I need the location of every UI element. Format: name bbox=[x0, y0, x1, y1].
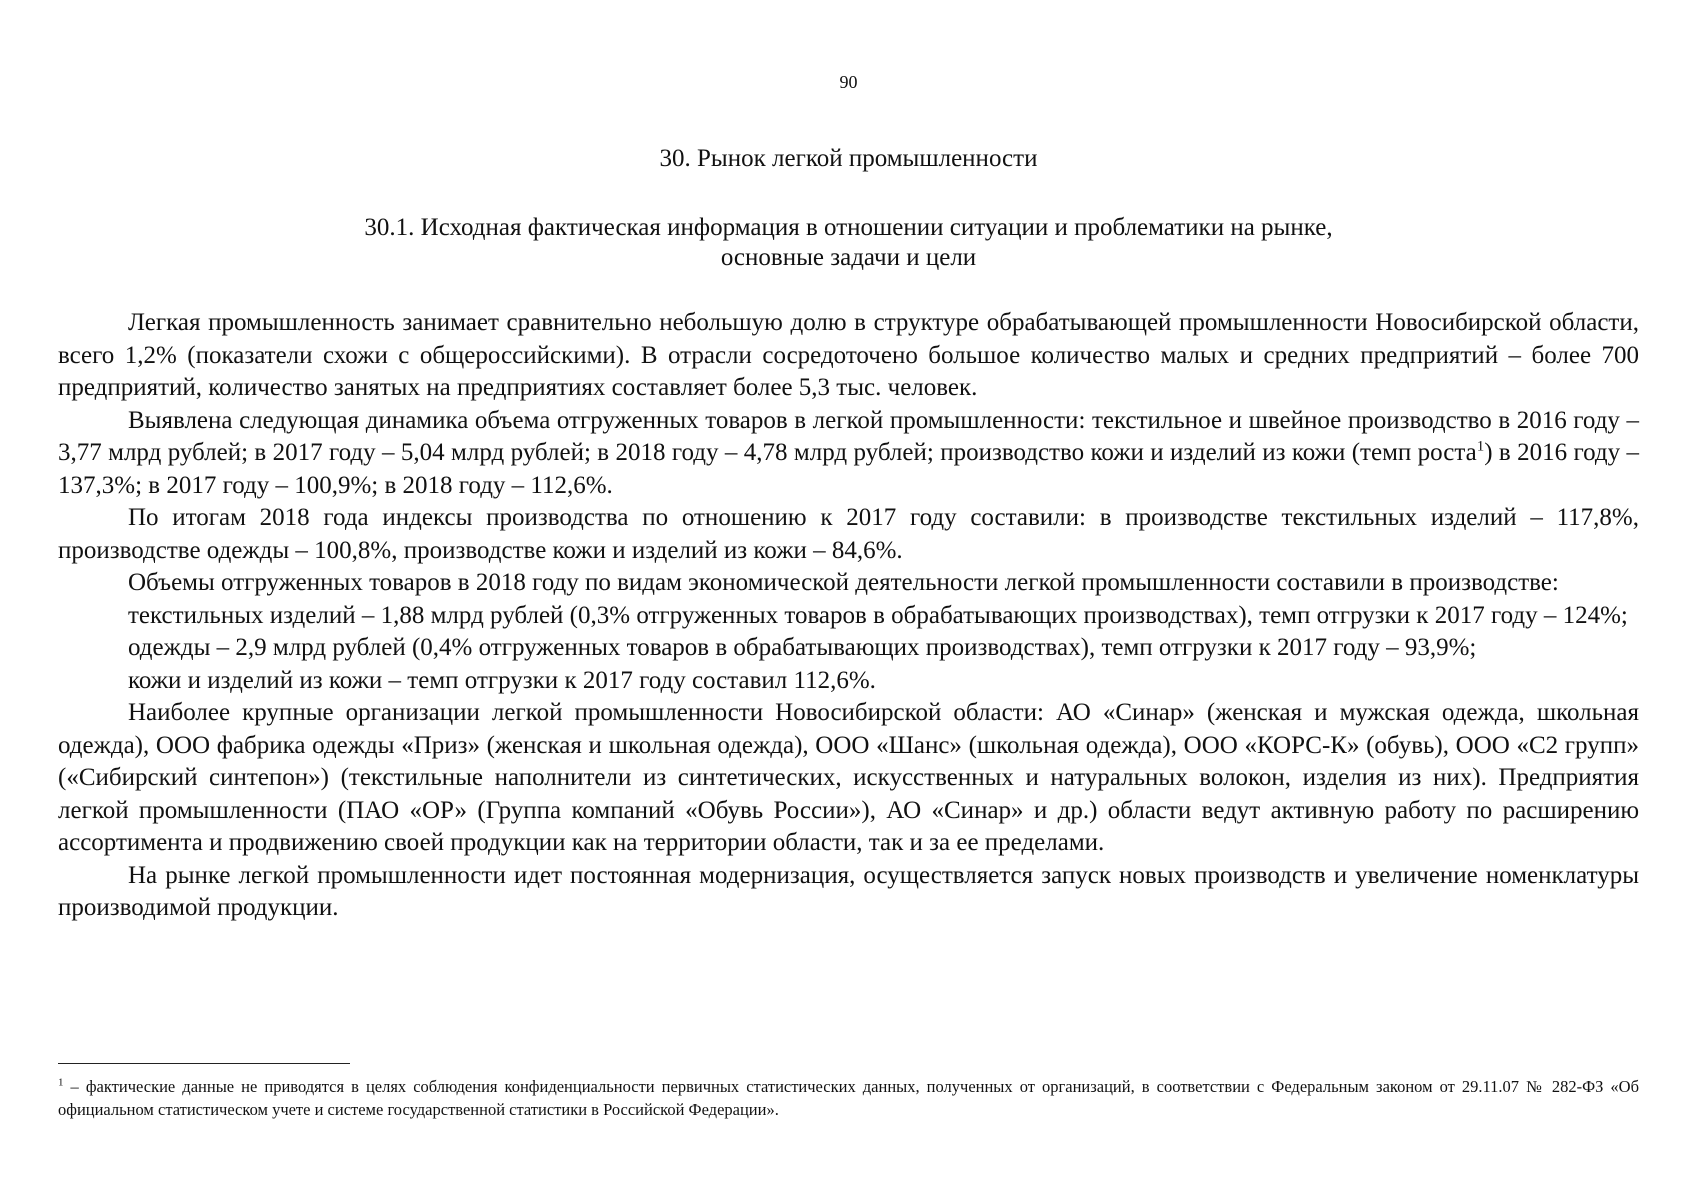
page-number: 90 bbox=[839, 72, 858, 92]
footnote-text: – фактические данные не приводятся в целях соблюдения конфиденциальности первичных статистических данных, полученных от организаций, в соответствии с Федеральным законом от 29.11.07 № 282-ФЗ «Об официальном статистическом учете и системе государственной статистики в Российской Федерации». bbox=[58, 1077, 1639, 1119]
paragraph-textiles: текстильных изделий – 1,88 млрд рублей (0,3% отгруженных товаров в обрабатывающих производствах), темп отгрузки к 2017 году – 124%; bbox=[128, 601, 1628, 629]
paragraph-shipment-dynamics-text: Выявлена следующая динамика объема отгруженных товаров в легкой промышленности: текстильное и швейное производство в 2016 году – 3,77 млрд рублей; в 2017 году – 5,04 млрд рублей; в 2018 году – 4,78 млрд рублей; производство кожи и изделий из кожи (темп роста bbox=[58, 406, 1639, 466]
paragraph-shipment-volumes: Объемы отгруженных товаров в 2018 году по видам экономической деятельности легкой промышленности составили в производстве: bbox=[128, 569, 1559, 596]
footnote-marker: 1 bbox=[58, 1076, 64, 1089]
paragraph-shipment-dynamics-tail: ) в 2016 году – 137,3%; в 2017 году – 100,9%; в 2018 году – 112,6%. bbox=[58, 439, 1639, 499]
chapter-title: 30. Рынок легкой промышленности bbox=[659, 145, 1038, 172]
section-title-line-1: 30.1. Исходная фактическая информация в отношении ситуации и проблематики на рынке, bbox=[364, 214, 1333, 241]
paragraph-leather: кожи и изделий из кожи – темп отгрузки к 2017 году составил 112,6%. bbox=[128, 666, 876, 694]
paragraph-major-organizations: Наиболее крупные организации легкой промышленности Новосибирской области: АО «Синар» (женская и мужская одежда, школьная одежда), ООО фабрика одежды «Приз» (женская и школьная одежда), ООО «Шанс» (школьная одежда), ООО «КОРС-К» (обувь), ООО «С2 групп» («Сибирский синтепон») (текстильные наполнители из синтетических, искусственных и натуральных волокон, изделия из них). Предприятия легкой промышленности (ПАО «ОР» (Группа компаний «Обувь России»), АО «Синар» и др.) области ведут активную работу по расширению ассортимента и продвижению своей продукции как на территории области, так и за ее пределами. bbox=[58, 699, 1639, 856]
section-title-line-2: основные задачи и цели bbox=[720, 244, 977, 271]
paragraph-clothing: одежды – 2,9 млрд рублей (0,4% отгруженных товаров в обрабатывающих производствах), темп отгрузки к 2017 году – 93,9%; bbox=[128, 634, 1477, 661]
paragraph-industry-share: Легкая промышленность занимает сравнительно небольшую долю в структуре обрабатывающей промышленности Новосибирской области, всего 1,2% (показатели схожи с общероссийскими). В отрасли сосредоточено большое количество малых и средних предприятий – более 700 предприятий, количество занятых на предприятиях составляет более 5,3 тыс. человек. bbox=[58, 309, 1639, 401]
section-title bbox=[0, 213, 1697, 273]
footnote-divider bbox=[58, 1063, 350, 1064]
footnote-reference[interactable]: 1 bbox=[1476, 438, 1485, 455]
paragraph-production-indices: По итогам 2018 года индексы производства по отношению к 2017 году составили: в производстве текстильных изделий – 117,8%, производстве одежды – 100,8%, производстве кожи и изделий из кожи – 84,6%. bbox=[58, 504, 1639, 564]
paragraph-shipment-dynamics bbox=[58, 405, 1639, 503]
body-text bbox=[58, 307, 1639, 925]
footnote bbox=[58, 1075, 1639, 1121]
paragraph-modernization: На рынке легкой промышленности идет постоянная модернизация, осуществляется запуск новых производств и увеличение номенклатуры производимой продукции. bbox=[58, 861, 1639, 921]
